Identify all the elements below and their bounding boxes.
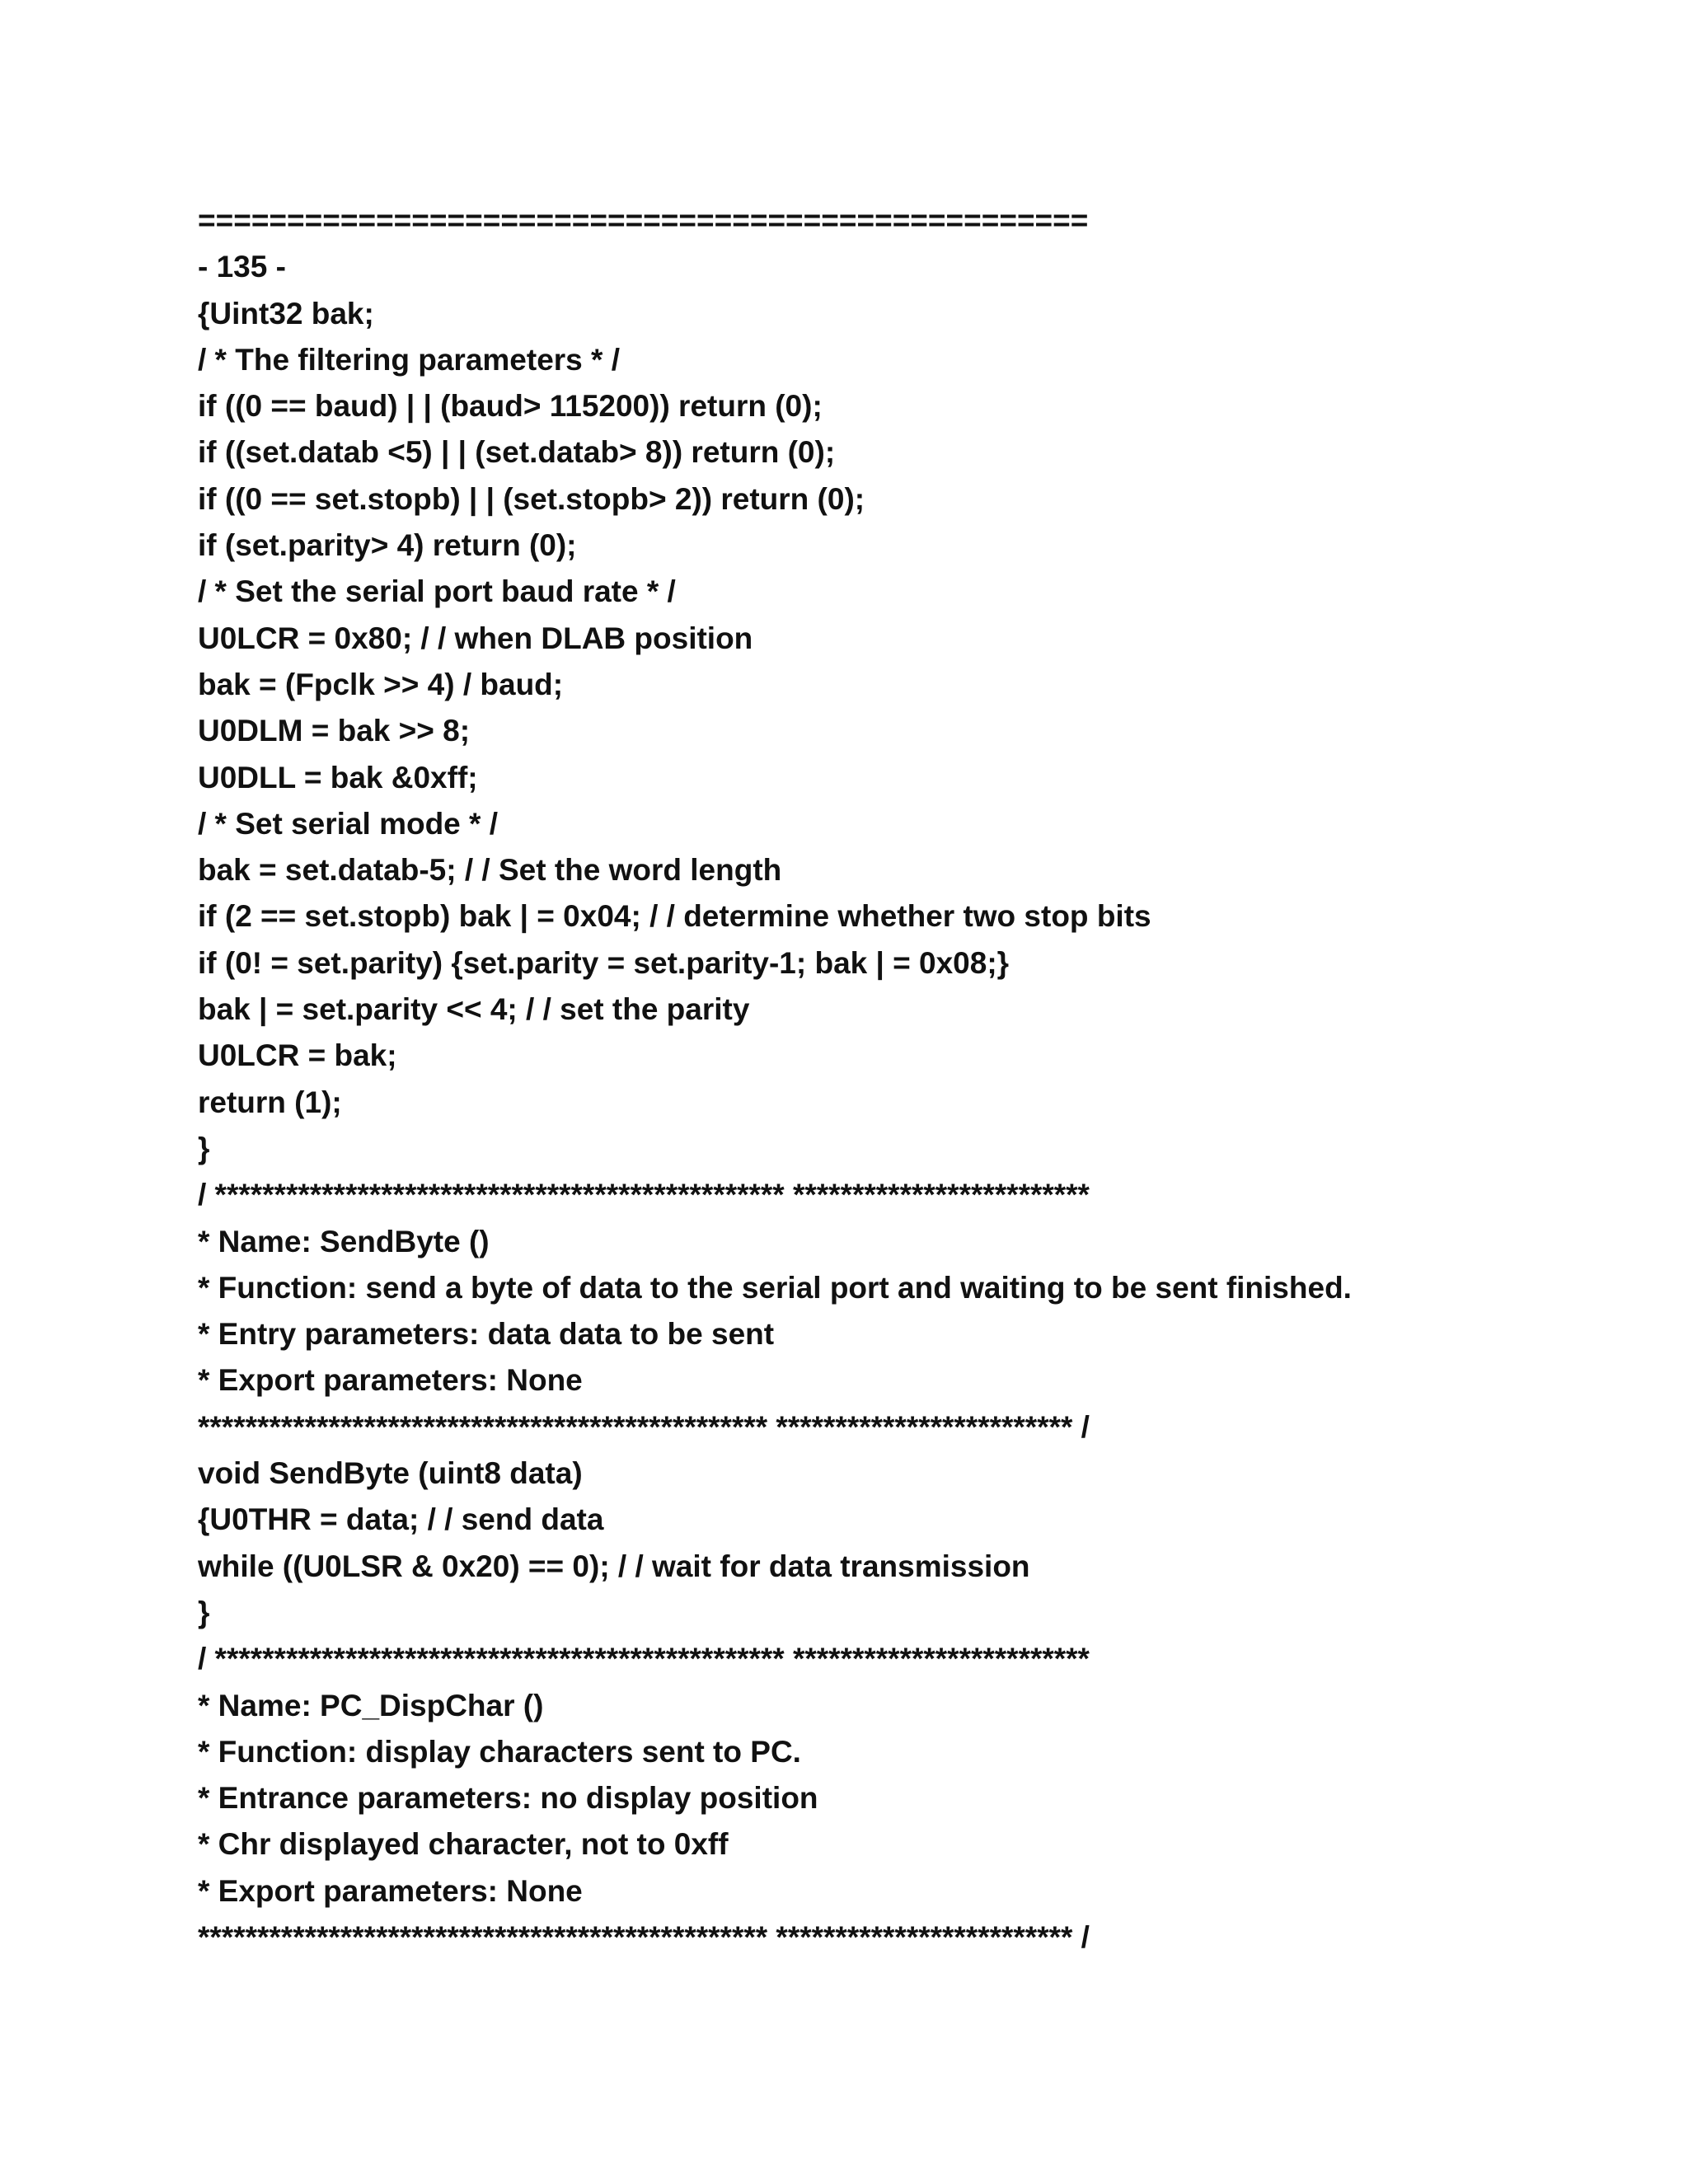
code-line: U0LCR = 0x80; / / when DLAB position — [198, 621, 753, 655]
code-line: if ((set.datab <5) | | (set.datab> 8)) return (0); — [198, 435, 836, 470]
comment-block-line: * Export parameters: None — [198, 1363, 583, 1398]
code-line: U0DLL = bak &0xff; — [198, 760, 478, 794]
comment-block-border: ************************************************ ************************* / — [198, 1919, 1090, 1954]
document-body — [198, 198, 1500, 1961]
code-comment: / * The filtering parameters * / — [198, 342, 620, 377]
code-line: if ((0 == set.stopb) | | (set.stopb> 2)) return (0); — [198, 481, 865, 516]
code-line: return (1); — [198, 1085, 342, 1119]
comment-block-line: * Name: PC_DispChar () — [198, 1688, 544, 1722]
comment-block-line: * Function: send a byte of data to the serial port and waiting to be sent finished. — [198, 1270, 1352, 1305]
code-line: if (0! = set.parity) {set.parity = set.parity-1; bak | = 0x08;} — [198, 945, 1010, 980]
code-line: bak = (Fpclk >> 4) / baud; — [198, 667, 564, 701]
comment-block-line: * Entry parameters: data data to be sent — [198, 1317, 775, 1352]
code-line: if (2 == set.stopb) bak | = 0x04; / / determine whether two stop bits — [198, 899, 1151, 934]
code-line: {U0THR = data; / / send data — [198, 1502, 604, 1537]
comment-block-line: * Function: display characters sent to PC. — [198, 1734, 801, 1769]
code-line: while ((U0LSR & 0x20) == 0); / / wait for data transmission — [198, 1549, 1030, 1583]
comment-block-line: * Name: SendByte () — [198, 1224, 490, 1258]
code-line: bak = set.datab-5; / / Set the word length — [198, 853, 782, 888]
comment-block-line: * Entrance parameters: no display position — [198, 1781, 818, 1816]
code-line: if ((0 == baud) | | (baud> 115200)) return (0); — [198, 389, 823, 424]
code-line: if (set.parity> 4) return (0); — [198, 528, 577, 563]
comment-block-border: / ************************************************ ************************* — [198, 1642, 1090, 1676]
comment-block-line: * Export parameters: None — [198, 1873, 583, 1908]
code-comment: / * Set serial mode * / — [198, 806, 498, 841]
code-line: {Uint32 bak; — [198, 296, 374, 330]
comment-block-border: / ************************************************ ************************* — [198, 1178, 1090, 1212]
code-line: } — [198, 1131, 210, 1165]
code-line: U0DLM = bak >> 8; — [198, 714, 471, 748]
page-number: - 135 - — [198, 250, 286, 284]
separator-line: ================================================== — [198, 204, 1089, 237]
comment-block-line: * Chr displayed character, not to 0xff — [198, 1827, 729, 1862]
code-line: bak | = set.parity << 4; / / set the parity — [198, 992, 750, 1027]
code-comment: / * Set the serial port baud rate * / — [198, 574, 676, 609]
code-line: void SendByte (uint8 data) — [198, 1456, 583, 1491]
comment-block-border: ************************************************ ************************* / — [198, 1409, 1090, 1444]
code-line: U0LCR = bak; — [198, 1038, 397, 1073]
code-line: } — [198, 1595, 210, 1629]
